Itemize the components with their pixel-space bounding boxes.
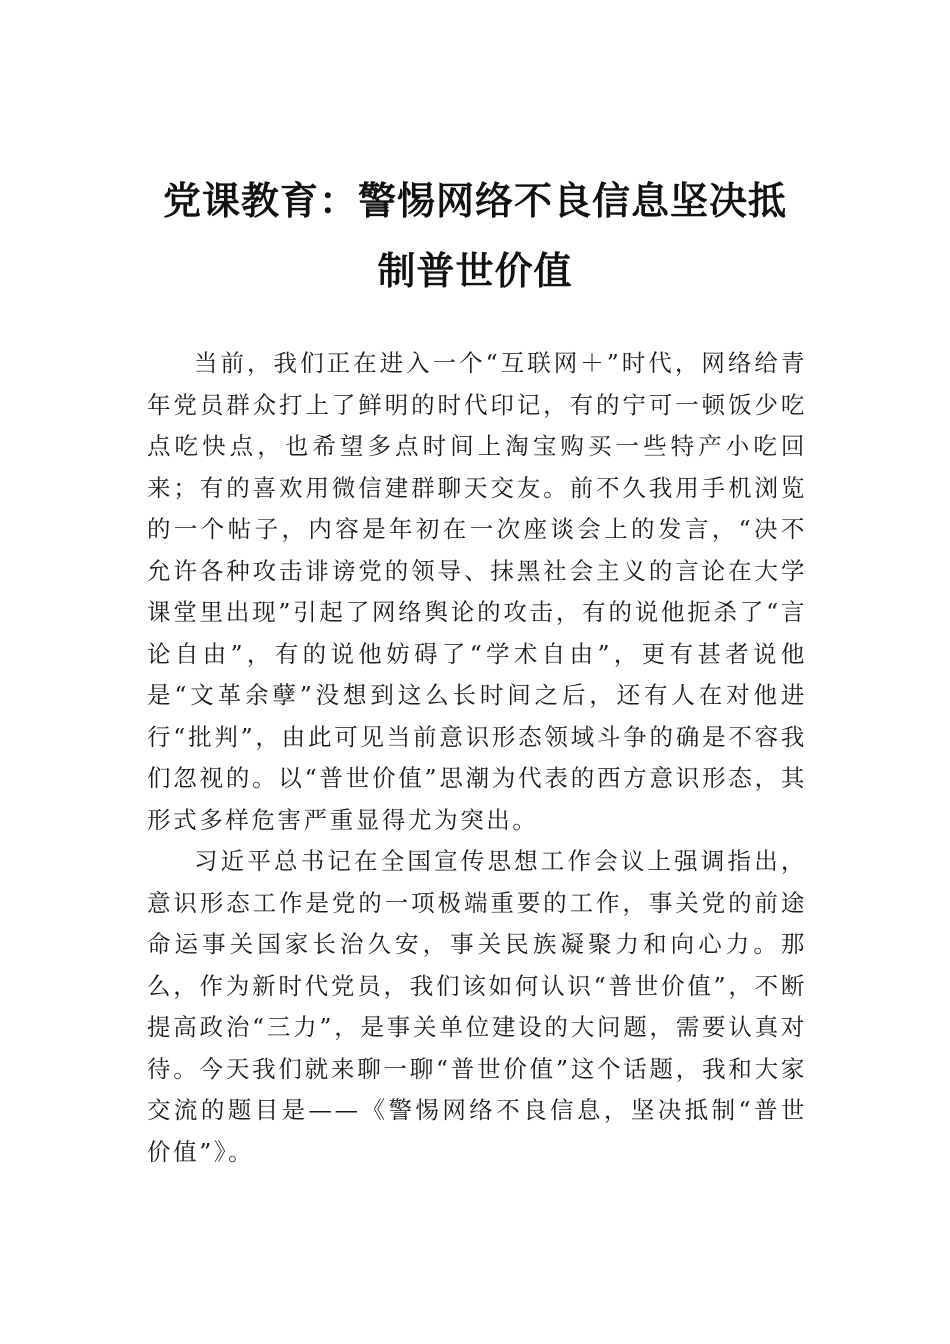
paragraph: 当前，我们正在进入一个“互联网＋”时代，网络给青年党员群众打上了鲜明的时代印记，有的宁可一顿饭少吃点吃快点，也希望多点时间上淘宝购买一些特产小吃回来；有的喜欢用微信建群聊天交友。前不久我用手机浏览的一个帖子，内容是年初在一次座谈会上的发言，“决不允许各种攻击诽谤党的领导、抹黑社会主义的言论在大学课堂里出现”引起了网络舆论的攻击，有的说他扼杀了“言论自由”，有的说他妨碍了“学术自由”，更有甚者说他是“文革余孽”没想到这么长时间之后，还有人在对他进行“批判”，由此可见当前意识形态领域斗争的确是不容我们忽视的。以“普世价值”思潮为代表的西方意识形态，其形式多样危害严重显得尤为突出。	[147, 349, 807, 834]
document-body	[147, 343, 807, 1173]
document-title: 党课教育：警惕网络不良信息坚决抵制普世价值	[162, 178, 787, 293]
paragraph: 习近平总书记在全国宣传思想工作会议上强调指出，意识形态工作是党的一项极端重要的工作，事关党的前途命运事关国家长治久安，事关民族凝聚力和向心力。那么，作为新时代党员，我们该如何认识“普世价值”，不断提高政治“三力”，是事关单位建设的大问题，需要认真对待。今天我们就来聊一聊“普世价值”这个话题，我和大家交流的题目是——《警惕网络不良信息，坚决抵制“普世价值”》。	[147, 847, 807, 1166]
